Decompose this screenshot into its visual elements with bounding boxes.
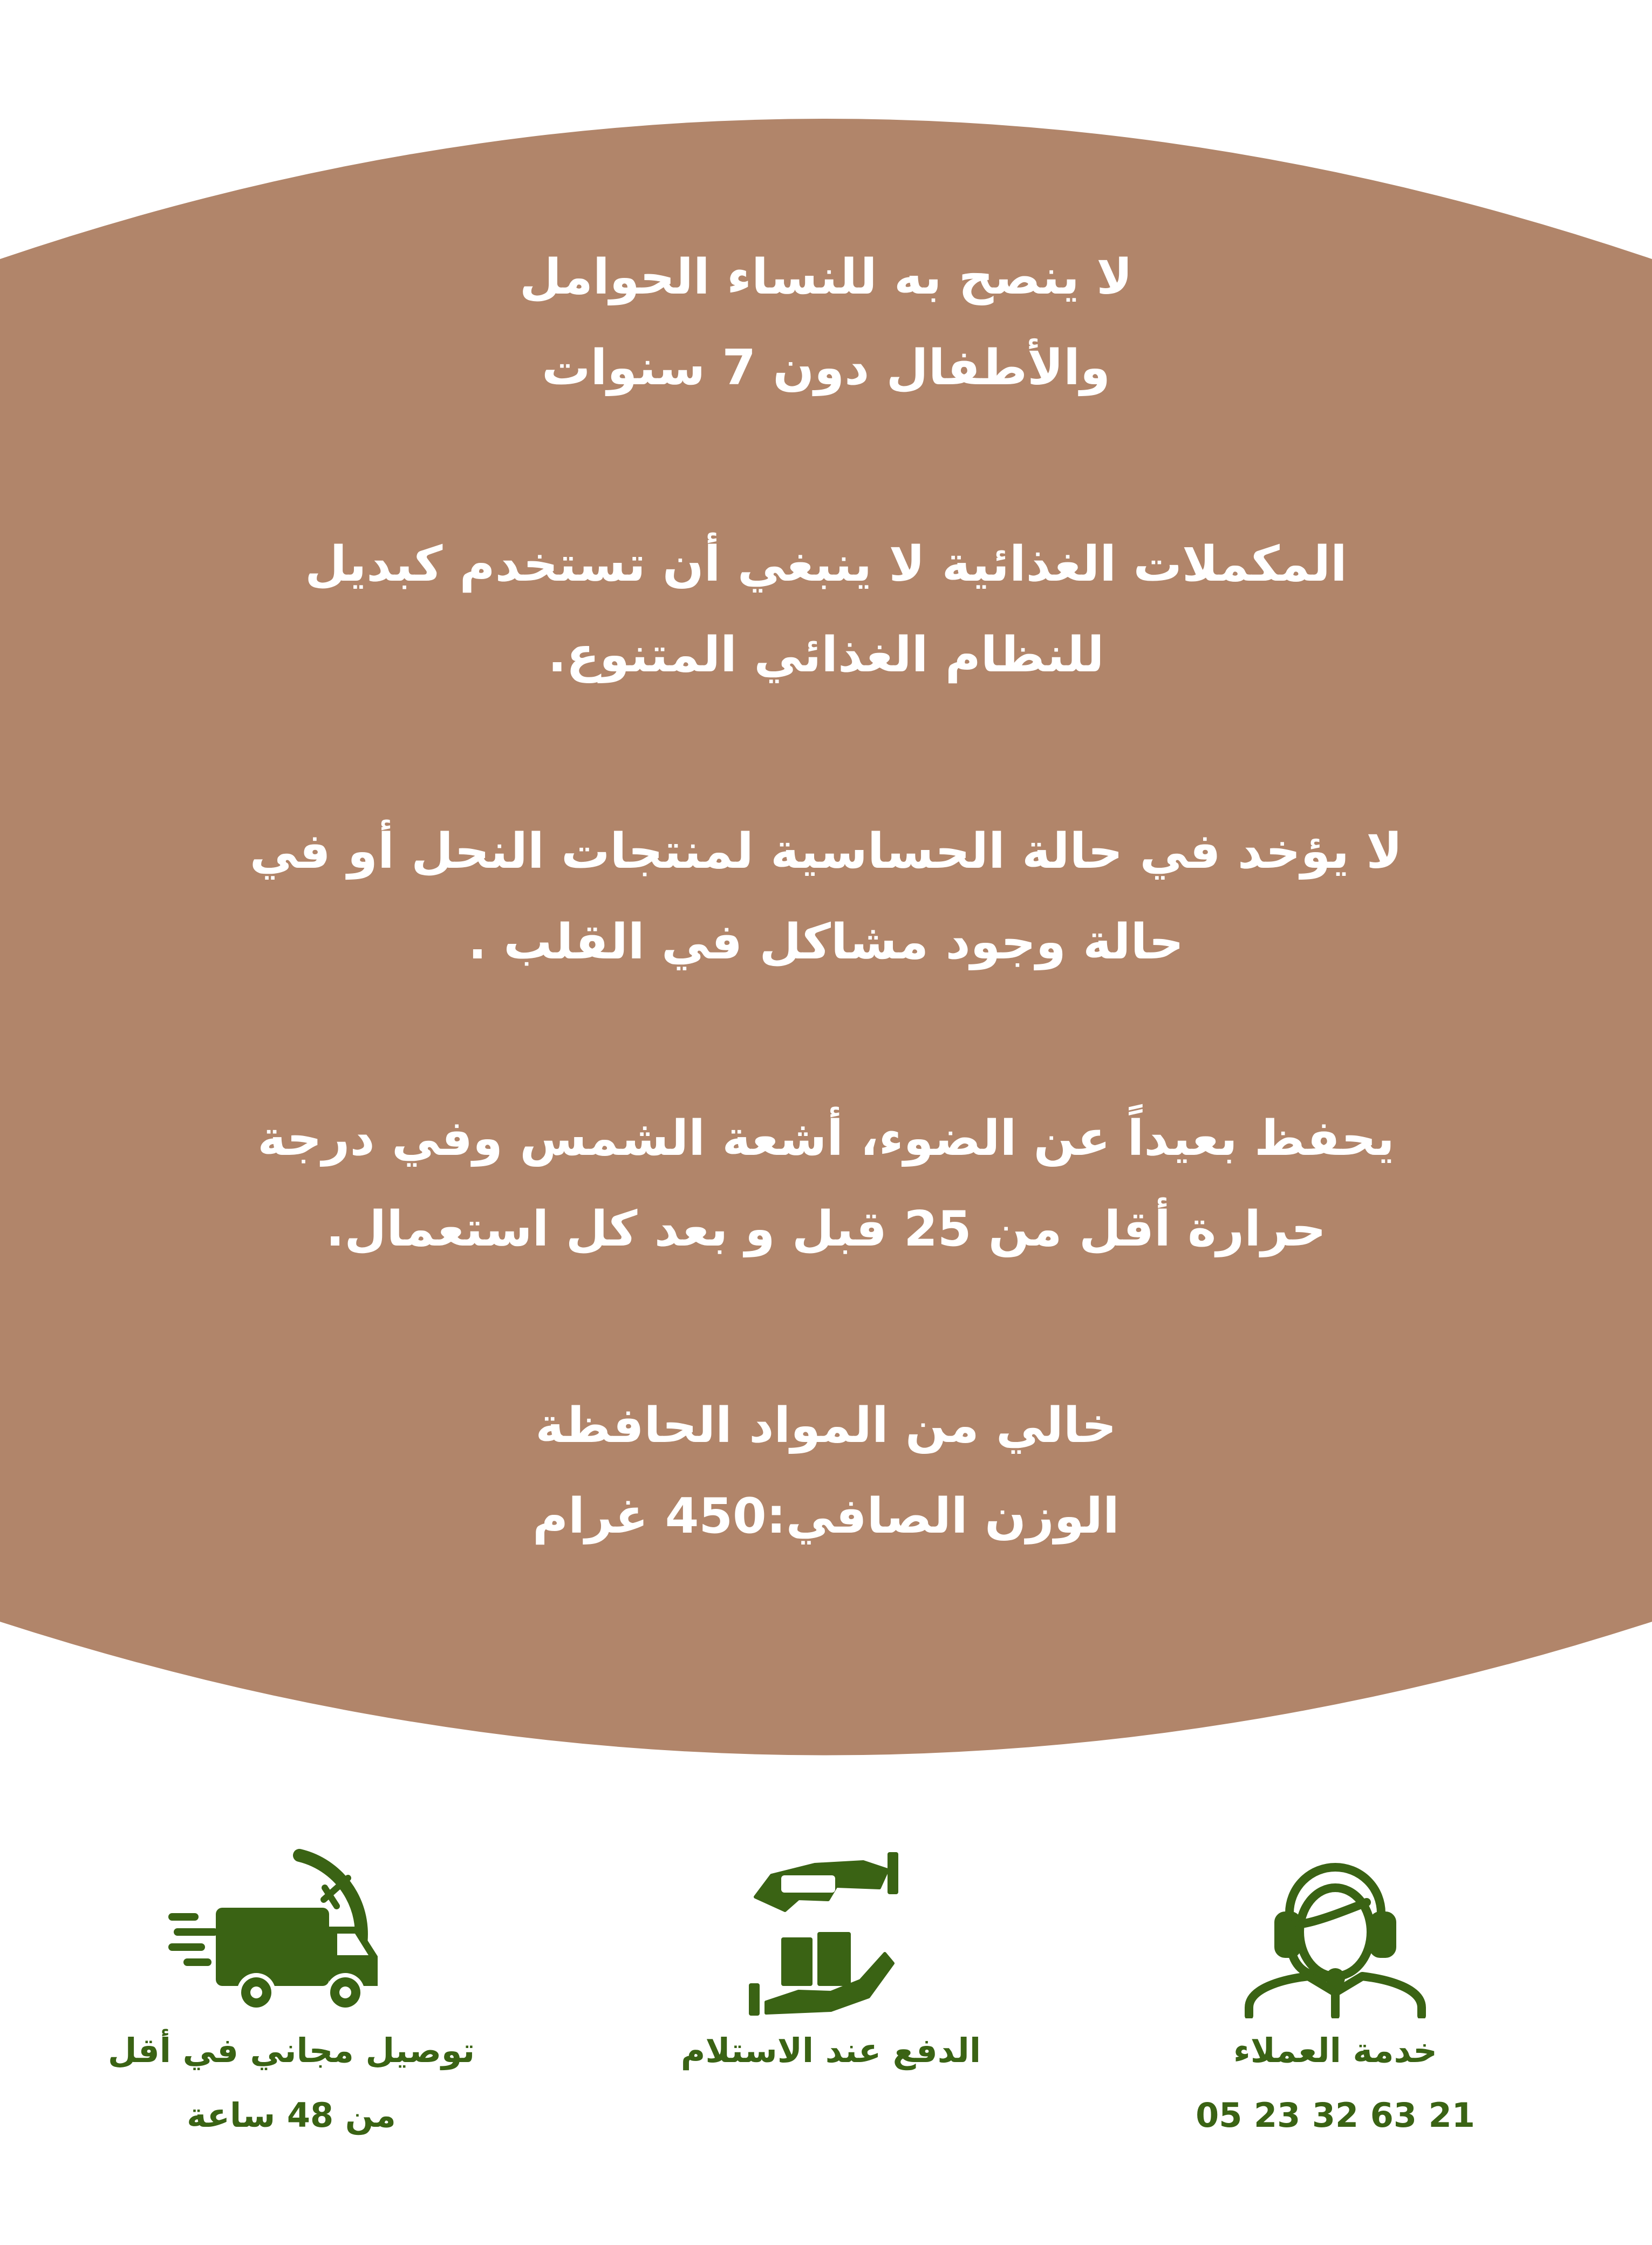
product-info <box>135 1380 1517 1562</box>
warning-line: يحفظ بعيداً عن الضوء، أشعة الشمس وفي درجة <box>257 1110 1395 1167</box>
warning-line: لا يؤخد في حالة الحساسية لمنتجات النحل أو في <box>249 823 1403 880</box>
feature-customer-service <box>1093 1846 1578 2148</box>
customer-service-phone[interactable]: 05 23 32 63 21 <box>1196 2096 1475 2135</box>
warning-line: حالة وجود مشاكل في القلب . <box>468 914 1184 970</box>
cash-on-delivery-label: الدفع عند الاستلام <box>680 2031 981 2070</box>
cash-on-delivery-icon <box>734 1846 928 2018</box>
warning-line: للنظام الغذائي المتنوع. <box>548 627 1104 683</box>
features-row <box>0 1846 1652 2223</box>
customer-service-label: خدمة العملاء <box>1233 2031 1437 2070</box>
free-delivery-label: توصيل مجاني في أقل <box>107 2031 475 2070</box>
feature-free-delivery <box>49 1846 534 2148</box>
feature-cash-on-delivery <box>588 1846 1074 2083</box>
warning-line: حرارة أقل من 25 قبل و بعد كل استعمال. <box>326 1201 1326 1257</box>
warning-supplement-substitute <box>135 519 1517 700</box>
warning-line: والأطفال دون 7 سنوات <box>542 339 1110 396</box>
warning-storage <box>135 1093 1517 1275</box>
warnings-list <box>135 232 1517 1562</box>
warning-pregnancy-children <box>135 232 1517 413</box>
preservative-free-text: خالي من المواد الحافظة <box>535 1397 1117 1454</box>
warning-line: المكملات الغذائية لا ينبغي أن تستخدم كبديل <box>305 536 1347 593</box>
headset-agent-icon <box>1238 1846 1432 2018</box>
delivery-time-label: من 48 ساعة <box>187 2096 396 2135</box>
delivery-truck-icon <box>162 1846 421 2018</box>
warning-line: لا ينصح به للنساء الحوامل <box>519 249 1133 305</box>
warning-allergy-heart <box>135 806 1517 988</box>
net-weight-text: الوزن الصافي:450 غرام <box>533 1488 1119 1545</box>
